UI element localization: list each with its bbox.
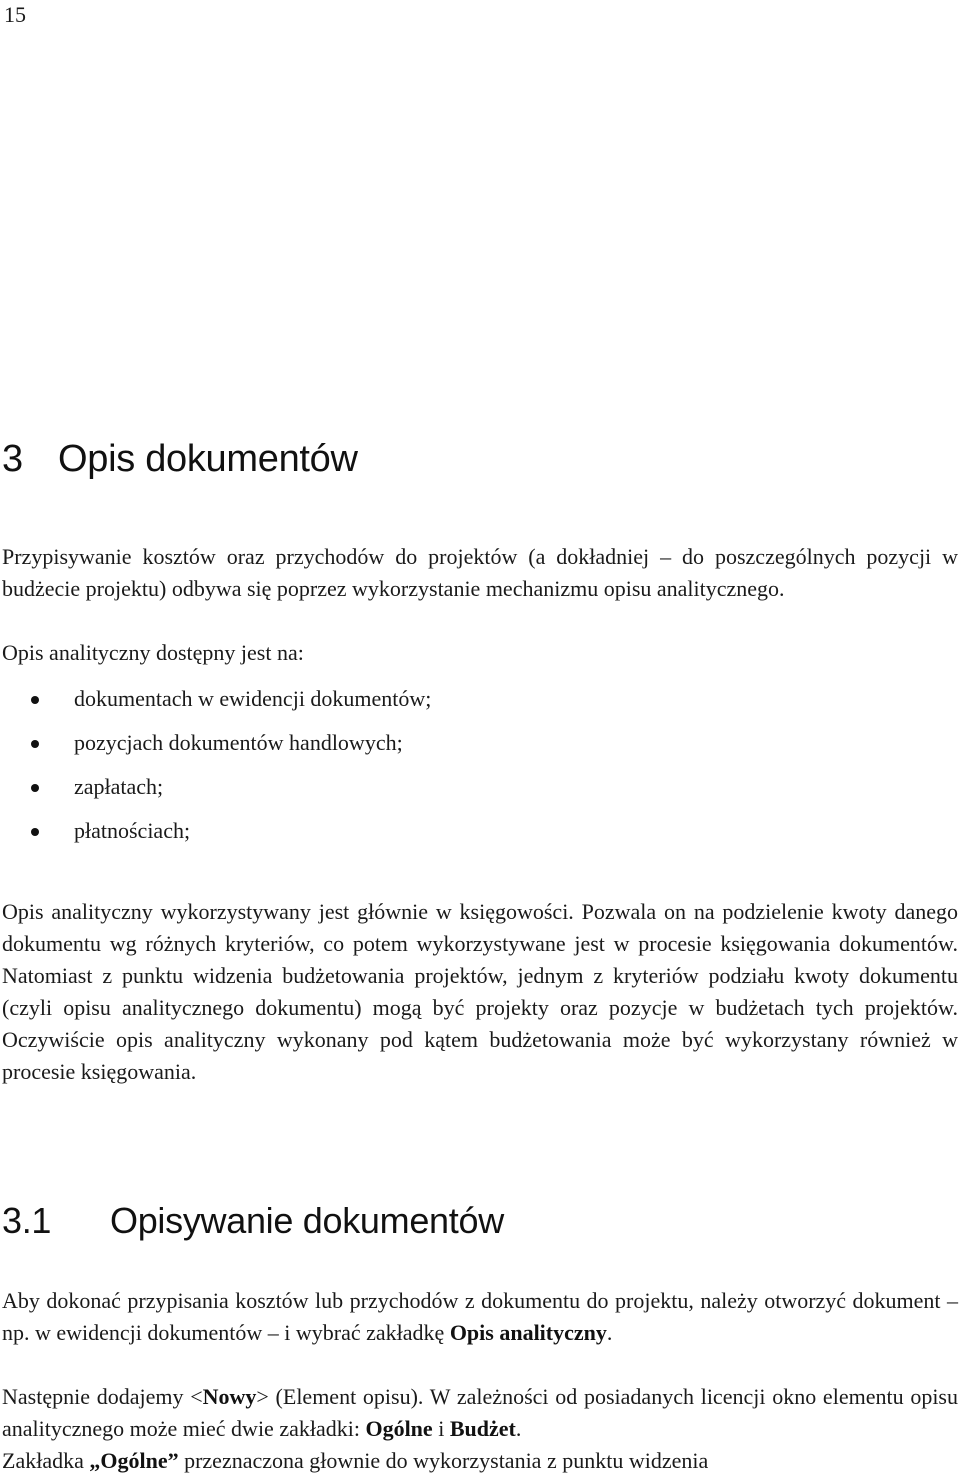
instruction-text: Aby dokonać przypisania kosztów lub przychodów z dokumentu do projektu, należy otworzyć dokument – np. w ewidencji dokumentów – i wybrać zakładkę [2,1288,958,1345]
list-item [0,683,431,727]
tab-name-budzet: Budżet [449,1416,516,1441]
bullet-icon [31,696,39,704]
subsection-heading [2,1200,504,1242]
list-item-text: pozycjach dokumentów handlowych; [74,730,403,755]
list-item [0,771,431,815]
tab-name-ogolne: Ogólne [365,1416,433,1441]
list-item [0,727,431,771]
instruction-paragraph [2,1285,958,1349]
intro-lead-paragraph: Opis analityczny dostępny jest na: [2,640,304,665]
new-element-paragraph [2,1381,958,1445]
bullet-icon [31,740,39,748]
section-number: 3 [2,438,23,480]
availability-list [0,683,431,859]
tab-name-opis-analityczny: Opis analityczny [449,1320,607,1345]
intro-paragraph: Przypisywanie kosztów oraz przychodów do projektów (a dokładniej – do poszczególnych pozycji w budżecie projektu) odbywa się poprzez wykorzystanie mechanizmu opisu analitycznego. [2,544,958,601]
button-name-nowy: Nowy [202,1384,257,1409]
subsection-title: Opisywanie dokumentów [110,1200,504,1241]
text-fragment: Zakładka [2,1448,90,1473]
page-number: 15 [4,2,26,27]
section-title: Opis dokumentów [58,438,358,480]
text-fragment: Następnie dodajemy < [2,1384,203,1409]
tab-name-ogolne-quoted: „Ogólne” [89,1448,179,1473]
subsection-number: 3.1 [2,1200,52,1241]
text-fragment: przeznaczona głownie do wykorzystania z punktu widzenia [178,1448,709,1473]
section-heading [2,438,358,481]
text-fragment: . [515,1416,522,1441]
instruction-end: . [606,1320,613,1345]
list-item-text: dokumentach w ewidencji dokumentów; [74,686,432,711]
list-item [0,815,431,859]
body-paragraph: Opis analityczny wykorzystywany jest głównie w księgowości. Pozwala on na podzielenie kwoty danego dokumentu wg różnych kryteriów, co potem wykorzystywane jest w procesie księgowania dokumentów. Natomiast z punktu widzenia budżetowania projektów, jednym z kryteriów podziału kwoty dokumentu (czyli opisu analitycznego dokumentu) mogą być projekty oraz pozycje w budżetach tych projektów. Oczywiście opis analityczny wykonany pod kątem budżetowania może być wykorzystany również w procesie księgowania. [2,899,958,1084]
list-item-text: zapłatach; [74,774,164,799]
text-fragment: i [432,1416,450,1441]
bullet-icon [31,828,39,836]
text-fragment: > (Element opisu). W zależności od posiadanych licencji okno elementu opisu analitycznego może mieć dwie zakładki: [2,1384,958,1441]
tab-description-paragraph [2,1445,958,1477]
bullet-icon [31,784,39,792]
list-item-text: płatnościach; [74,818,191,843]
